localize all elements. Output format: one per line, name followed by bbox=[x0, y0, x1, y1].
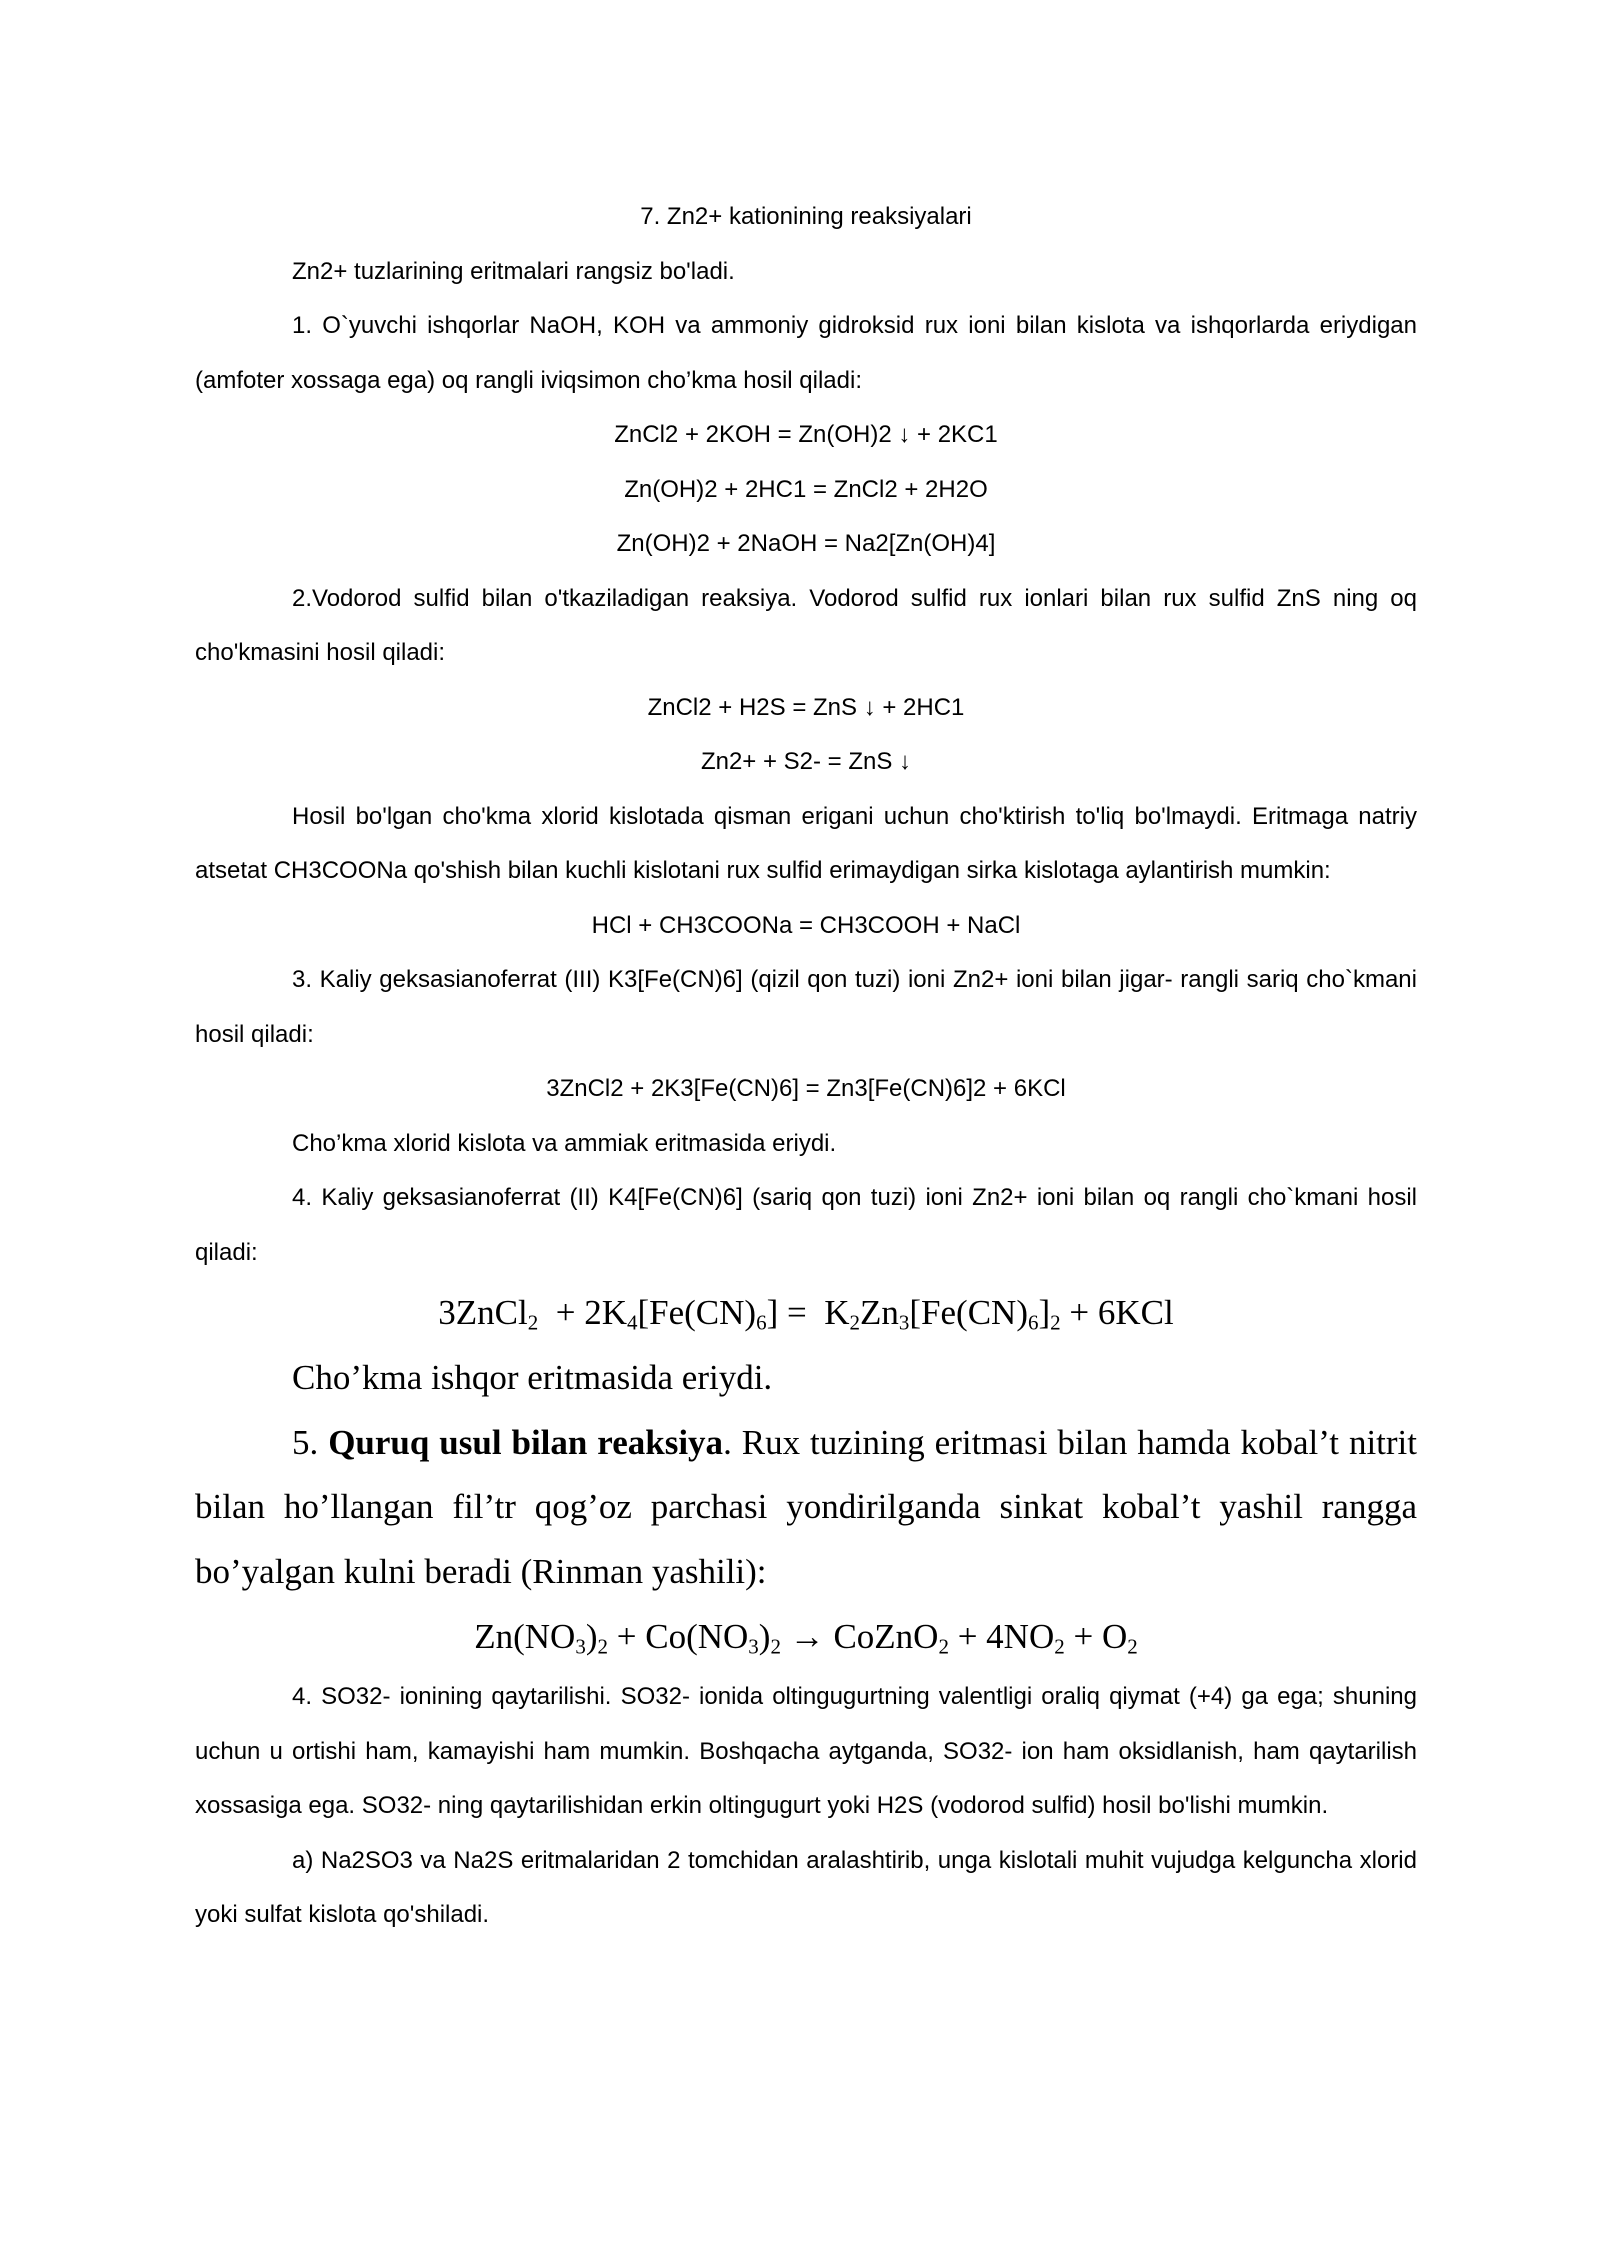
sulfite-reduction-step-a: a) Na2SO3 va Na2S eritmalaridan 2 tomchidan aralashtirib, unga kislotali muhit vujudga kelguncha xlorid yoki sulfat kislota qo'shiladi. bbox=[195, 1846, 1417, 1928]
reaction-4-text: 4. Kaliy geksasianoferrat (II) K4[Fe(CN)6] (sariq qon tuzi) ioni Zn2+ ioni bilan oq rangli cho`kmani hosil qiladi: bbox=[195, 1184, 1417, 1266]
intro-paragraph: Zn2+ tuzlarining eritmalari rangsiz bo'ladi. bbox=[292, 257, 735, 285]
reaction-4-note: Cho’kma ishqor eritmasida eriydi. bbox=[292, 1358, 773, 1397]
reaction-2-equation-2: Zn2+ + S2- = ZnS ↓ bbox=[700, 748, 912, 775]
reaction-2-equation-3: HCl + CH3COONa = CH3COOH + NaCl bbox=[591, 911, 1021, 939]
reaction-3-note: Cho’kma xlorid kislota va ammiak eritmasida eriydi. bbox=[292, 1129, 837, 1157]
sulfite-reduction-text: 4. SO32- ionining qaytarilishi. SO32- ionida oltingugurtning valentligi oraliq qiymat (+4) ga ega; shuning uchun u ortishi ham, kamayishi ham mumkin. Boshqacha aytganda, SO32- ion ham oksidlanish, ham qaytarilish xossasiga ega. SO32- ning qaytarilishidan erkin oltingugurt yoki H2S (vodorod sulfid) hosil bo'lishi mumkin. bbox=[195, 1683, 1417, 1819]
document-page bbox=[195, 190, 1417, 1943]
reaction-5-heading: Quruq usul bilan reaksiya bbox=[328, 1422, 724, 1462]
reaction-3-text: 3. Kaliy geksasianoferrat (III) K3[Fe(CN)6] (qizil qon tuzi) ioni Zn2+ ioni bilan jigar- rangli sariq cho`kmani hosil qiladi: bbox=[195, 966, 1417, 1048]
reaction-5-equation: $Zn(NO_3)_2 + Co(NO_3)_2$ → CoZnO$_2$ + $4NO_2 + O_2$ bbox=[474, 1617, 1138, 1659]
reaction-1-equation-1: ZnCl2 + 2KOH = Zn(OH)2 ↓ + 2KC1 bbox=[614, 421, 998, 448]
reaction-1-equation-2: Zn(OH)2 + 2HC1 = ZnCl2 + 2H2O bbox=[624, 475, 988, 503]
reaction-4-equation: 3ZnCl$_2$ + $2K_4[Fe(CN)_6] = K_2Zn_3[Fe(CN)_6]_2 + 6KCl$ bbox=[438, 1293, 1174, 1335]
reaction-1-equation-3: Zn(OH)2 + 2NaOH = Na2[Zn(OH)4] bbox=[616, 530, 996, 557]
reaction-5-text: 5. Quruq usul bilan reaksiya. Rux tuzining eritmasi bilan hamda kobal’t nitrit bilan ho’llangan fil’tr qog’oz parchasi yondirilganda sinkat kobal’t yashil rangga bo’yalgan kulni beradi (Rinman yashili): bbox=[195, 1422, 1417, 1591]
reaction-2-text: 2.Vodorod sulfid bilan o'tkaziladigan reaksiya. Vodorod sulfid rux ionlari bilan rux sulfid ZnS ning oq cho'kmasini hosil qiladi: bbox=[195, 584, 1417, 666]
reaction-2-equation-1: ZnCl2 + H2S = ZnS ↓ + 2HC1 bbox=[647, 693, 965, 721]
reaction-1-text: 1. O`yuvchi ishqorlar NaOH, KOH va ammoniy gidroksid rux ioni bilan kislota va ishqorlarda eriydigan (amfoter xossaga ega) oq rangli iviqsimon cho’kma hosil qiladi: bbox=[195, 312, 1417, 394]
reaction-3-equation: 3ZnCl2 + 2K3[Fe(CN)6] = Zn3[Fe(CN)6]2 + 6KCl bbox=[546, 1075, 1066, 1102]
section-title: 7. Zn2+ kationining reaksiyalari bbox=[640, 203, 972, 230]
reaction-2-note: Hosil bo'lgan cho'kma xlorid kislotada qisman erigani uchun cho'ktirish to'liq bo'lmaydi. Eritmaga natriy atsetat CH3COONa qo'shish bilan kuchli kislotani rux sulfid erimaydigan sirka kislotaga aylantirish mumkin: bbox=[195, 802, 1417, 884]
